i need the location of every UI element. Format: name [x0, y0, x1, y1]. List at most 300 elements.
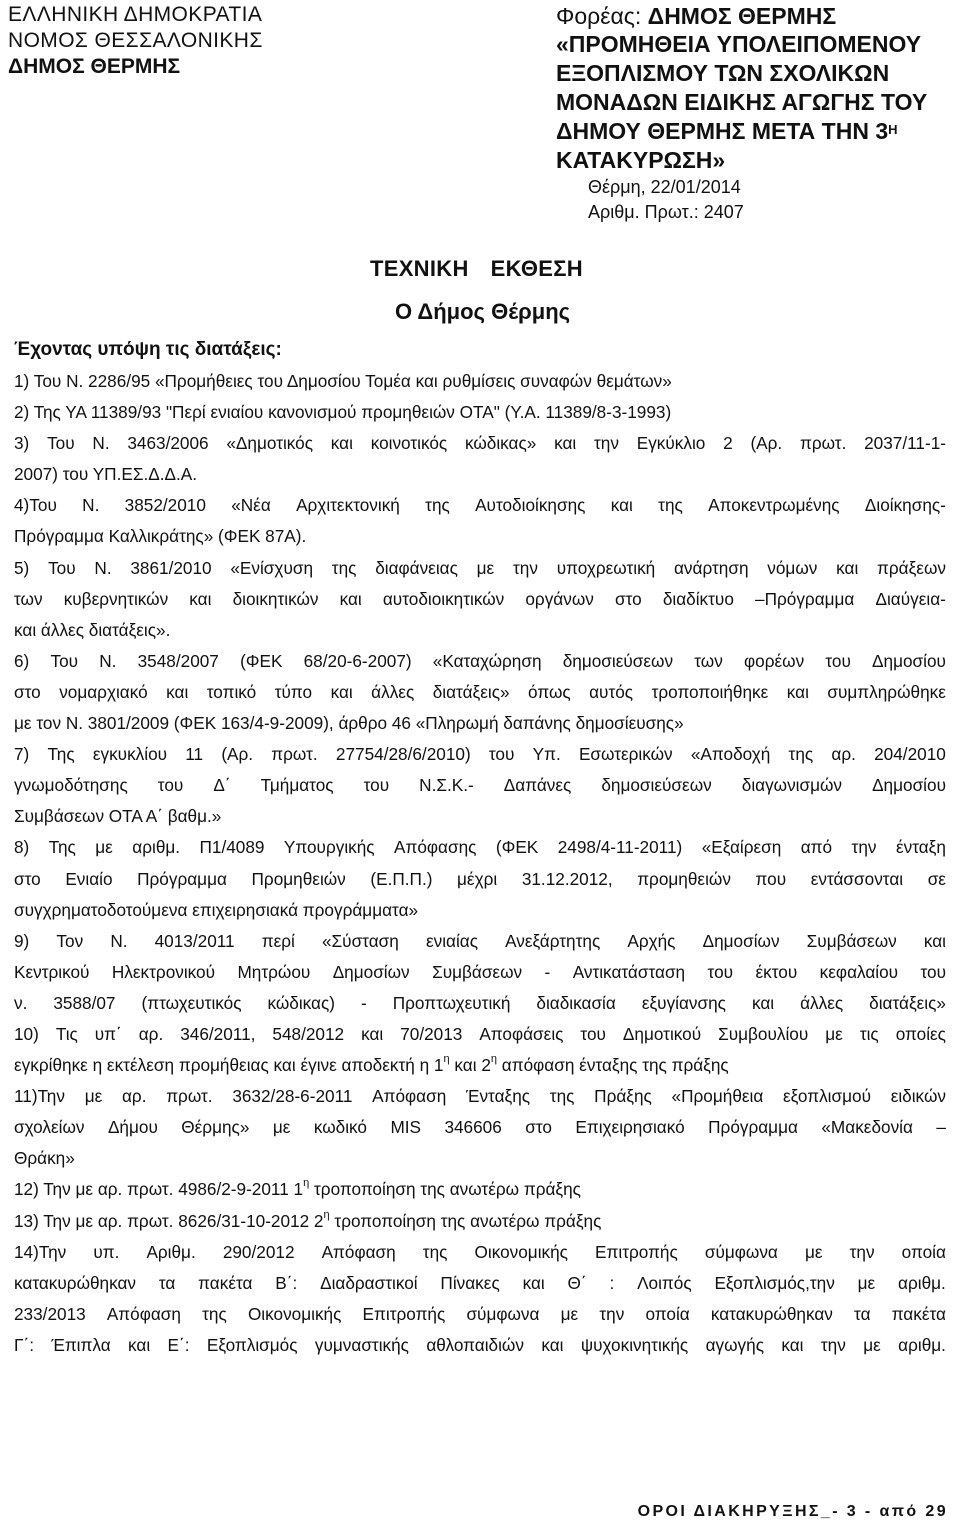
provision-word: Προπτωχευτική: [392, 992, 511, 1013]
provision-text: 1) Του Ν. 2286/95 «Προμήθειες του Δημοσίου Τομέα και ρυθμίσεις συναφών θεμάτων»: [14, 371, 672, 391]
provision-word: Ε΄:: [167, 1334, 190, 1355]
provision-word: 9): [14, 930, 30, 951]
provision-word: οποία: [645, 1303, 690, 1324]
ordinal-superscript: η: [323, 1208, 330, 1221]
provision-word: εξυγίανσης: [641, 992, 726, 1013]
provision-word: 2: [723, 433, 733, 454]
foreas-line: [556, 2, 956, 30]
provision-word: διοικητικών: [232, 588, 319, 609]
provision-word: περί: [261, 930, 295, 951]
provision-word: υπ.: [93, 1241, 120, 1262]
provision-word: 3): [14, 433, 30, 454]
provision-word: αυτός: [589, 681, 634, 702]
provision-word: Υπ.: [532, 744, 561, 765]
provision-word: 31.12.2012,: [521, 868, 613, 889]
provision-word: Αποκεντρωμένης: [708, 495, 840, 516]
provision-text: 2) Της ΥΑ 11389/93 "Περί ενιαίου κανονισμού προμηθειών ΟΤΑ" (Υ.Α. 11389/8-3-1993): [14, 402, 672, 423]
provision-text: 2007) του ΥΠ.ΕΣ.Δ.Δ.Α.: [14, 464, 197, 485]
provision-word: πακέτα: [198, 1272, 253, 1293]
provision-word: διαγωνισμών: [741, 775, 843, 796]
provision-word: του: [488, 744, 515, 765]
provision-word: Επιχειρησιακό: [575, 1117, 685, 1138]
provision-word: -: [544, 961, 551, 982]
provision-word: τύπο: [274, 681, 313, 702]
provision-word: αρ.: [121, 1086, 147, 1107]
provision-word: την: [594, 433, 619, 454]
issuer-prefecture: ΝΟΜΟΣ ΘΕΣΣΑΛΟΝΙΚΗΣ: [8, 29, 263, 52]
provision-text: Θράκη»: [14, 1148, 75, 1169]
provision-word: 346/2011,: [180, 1023, 256, 1044]
provision-word: την: [851, 837, 877, 858]
provision-word: πρωτ.: [166, 1086, 213, 1107]
provision-word: Οικονομικής: [247, 1303, 342, 1324]
provision-word: Αυτοδιοίκησης: [475, 495, 586, 516]
provision-word: οποία: [901, 1241, 946, 1262]
provision-word: Έπιπλα: [51, 1334, 111, 1355]
provision-word: Απόφασης: [394, 837, 477, 858]
provision-word: «Αποδοχή: [690, 744, 771, 765]
provision-word: τα: [854, 1303, 871, 1324]
provision-word: φορέων: [744, 650, 805, 671]
provision-word: 346606: [444, 1117, 502, 1138]
provision-line: [14, 1299, 946, 1330]
provision-word: εξοπλισμού: [783, 1086, 871, 1107]
provision-word: τροποποιήθηκε: [651, 681, 769, 702]
provision-word: Ν.: [82, 495, 100, 516]
provision-word: και: [330, 433, 353, 454]
provision-word: Εγκύκλιο: [636, 433, 706, 454]
document-date: Θέρμη, 22/01/2014: [588, 177, 741, 197]
provision-word: της: [425, 495, 450, 516]
provision-word: Δημοσίου: [872, 650, 946, 671]
provision-word: 2498/4-11-2011): [557, 837, 683, 858]
provision-word: Της: [47, 744, 75, 765]
provision-word: 7): [14, 744, 30, 765]
provision-word: 4)Του: [14, 495, 57, 516]
provision-word: στο: [614, 588, 642, 609]
provision-word: (ΦΕΚ: [240, 650, 283, 671]
provision-word: ν.: [14, 992, 28, 1013]
provision-text: τροποποίηση της ανωτέρω πράξης: [309, 1179, 581, 1200]
provision-word: κωδικό: [313, 1117, 367, 1138]
provisions-body: [14, 366, 946, 1361]
issuer-country: ΕΛΛΗΝΙΚΗ ΔΗΜΟΚΡΑΤΙΑ: [8, 3, 263, 26]
provision-word: 70/2013: [400, 1023, 463, 1044]
project-title-line-2: ΕΞΟΠΛΙΣΜΟΥ ΤΩΝ ΣΧΟΛΙΚΩΝ: [556, 60, 890, 86]
provision-word: 6): [14, 650, 30, 671]
ordinal-superscript: η: [303, 1177, 310, 1190]
provision-word: Αριθμ.: [146, 1241, 196, 1262]
provision-word: την: [599, 1303, 625, 1324]
provision-word: διατάξεις»: [869, 992, 946, 1013]
provision-word: Δημοσίων: [702, 930, 780, 951]
provision-line: [14, 677, 946, 708]
provision-word: της: [331, 557, 357, 578]
provision-line: [14, 864, 946, 895]
provision-word: νόμων: [767, 557, 818, 578]
provision-word: Π1/4089: [199, 837, 265, 858]
provision-line: [14, 584, 946, 615]
provision-word: (Ε.Π.Π.): [370, 868, 433, 889]
provision-word: 548/2012: [272, 1023, 345, 1044]
provision-word: Συμβάσεων: [432, 961, 523, 982]
provision-word: και: [128, 1334, 151, 1355]
provision-word: Απόφαση: [372, 1086, 447, 1107]
provision-line: [14, 490, 946, 521]
provision-word: γυμναστικής: [314, 1334, 409, 1355]
provision-word: Γ΄:: [14, 1334, 34, 1355]
provision-word: Αντικατάσταση: [572, 961, 686, 982]
provision-word: και: [781, 1334, 804, 1355]
provision-word: πρωτ.: [271, 744, 318, 765]
provision-word: διαφάνειας: [375, 557, 458, 578]
provision-word: με: [804, 1241, 823, 1262]
provision-word: Ν.: [110, 930, 128, 951]
provision-word: αριθμ.: [898, 1272, 946, 1293]
provision-line: [14, 1112, 946, 1143]
provision-text: απόφαση ένταξης της πράξης: [497, 1055, 729, 1076]
provision-word: γνωμοδότησης: [14, 775, 128, 796]
provision-word: Του: [48, 557, 76, 578]
provision-line: [14, 428, 946, 459]
provision-text: με τον Ν. 3801/2009 (ΦΕΚ 163/4-9-2009), άρθρο 46 «Πληρωμή δαπάνης δημοσίευσης»: [14, 713, 684, 734]
provision-word: και: [166, 681, 189, 702]
provision-word: ανάρτηση: [674, 557, 749, 578]
provision-word: Της: [48, 837, 76, 858]
provision-word: 3588/07: [53, 992, 116, 1013]
provision-line: [14, 1143, 946, 1174]
provision-word: και: [361, 1023, 384, 1044]
provision-word: 11)Την: [14, 1086, 65, 1107]
provision-word: κώδικας): [267, 992, 336, 1013]
provision-word: Τον: [56, 930, 84, 951]
provision-word: Αποφάσεις: [479, 1023, 564, 1044]
provision-word: αρ.: [138, 1023, 164, 1044]
provision-word: Προμηθειών: [251, 868, 346, 889]
provision-word: «Δημοτικός: [226, 433, 314, 454]
protocol-number: Αριθμ. Πρωτ.: 2407: [588, 202, 744, 222]
provision-word: Δημοσίων: [332, 961, 410, 982]
provision-word: (ΦΕΚ: [495, 837, 539, 858]
provision-word: Β΄:: [275, 1272, 298, 1293]
provision-word: εγκυκλίου: [92, 744, 168, 765]
provision-word: 3632/28-6-2011: [232, 1086, 353, 1107]
provision-word: και: [522, 1272, 545, 1293]
provision-word: Επιτροπής: [595, 1241, 678, 1262]
provision-word: διαδικασία: [536, 992, 616, 1013]
provision-word: αριθμ.: [898, 1334, 946, 1355]
provision-word: :: [609, 1272, 615, 1293]
provision-line: [14, 1081, 946, 1112]
provision-word: Εξοπλισμός: [206, 1334, 298, 1355]
provision-word: υπ΄: [94, 1023, 122, 1044]
provision-line: [14, 1268, 946, 1299]
provision-word: κοινοτικός: [370, 433, 448, 454]
provision-word: Αρχιτεκτονική: [296, 495, 400, 516]
provision-word: 2037/11-1-: [864, 433, 946, 454]
provision-word: Θ΄: [567, 1272, 587, 1293]
provision-word: κυβερνητικών: [63, 588, 169, 609]
provision-word: πακέτα: [891, 1303, 946, 1324]
provision-word: 3463/2006: [127, 433, 209, 454]
provision-word: την: [820, 1334, 846, 1355]
heading-word-1: ΤΕΧΝΙΚΗ: [370, 256, 469, 281]
provision-line: [14, 708, 946, 739]
ordinal-superscript: η: [443, 1053, 450, 1066]
ordinal-superscript: η: [490, 1053, 497, 1066]
foreas-value: ΔΗΜΟΣ ΘΕΡΜΗΣ: [647, 3, 837, 29]
provision-line: [14, 1237, 946, 1268]
provision-word: 5): [14, 557, 30, 578]
provision-text: και 2: [449, 1055, 491, 1076]
provision-word: Ανεξάρτητης: [505, 930, 601, 951]
provision-word: με: [825, 1023, 843, 1044]
provision-word: αριθμ.: [132, 837, 181, 858]
provision-word: Ν.: [92, 433, 110, 454]
provision-word: Ενιαίο: [65, 868, 113, 889]
provision-word: συμπληρώθηκε: [827, 681, 946, 702]
issuer-block: [8, 2, 263, 80]
provision-word: ένταξη: [895, 837, 946, 858]
provision-word: Του: [47, 433, 75, 454]
provisions-intro: Έχοντας υπόψη τις διατάξεις:: [14, 339, 282, 360]
provision-line: [14, 895, 946, 926]
provision-word: αυτοδιοικητικών: [382, 588, 505, 609]
provision-word: υποχρεωτική: [556, 557, 656, 578]
project-title-line-3: ΜΟΝΑΔΩΝ ΕΙΔΙΚΗΣ ΑΓΩΓΗΣ ΤΟΥ: [556, 89, 928, 115]
provision-word: MIS: [390, 1117, 421, 1138]
provision-word: Δαπάνες: [503, 775, 572, 796]
provision-word: άλλες: [800, 992, 844, 1013]
provision-word: προμηθειών: [637, 868, 731, 889]
provision-line: [14, 832, 946, 863]
provision-line: [14, 397, 946, 428]
provision-word: στο: [525, 1117, 552, 1138]
provision-word: 3548/2007: [137, 650, 219, 671]
provision-word: και: [330, 681, 353, 702]
provision-word: νομαρχιακό: [59, 681, 148, 702]
provision-word: 10): [14, 1023, 39, 1044]
provision-word: Διοίκησης-: [864, 495, 946, 516]
provision-line: [14, 1050, 946, 1081]
provision-word: Πρόγραμμα: [708, 1117, 798, 1138]
heading-word-2: ΕΚΘΕΣΗ: [490, 256, 583, 281]
document-subheading: Ο Δήμος Θέρμης: [395, 299, 571, 324]
provision-word: «Ενίσχυση: [230, 557, 314, 578]
provision-text: εγκρίθηκε η εκτέλεση προμήθειας και έγινε αποδεκτή η 1: [14, 1055, 444, 1076]
provision-word: (Αρ.: [221, 744, 254, 765]
provision-word: όπως: [528, 681, 571, 702]
provision-word: και: [554, 433, 577, 454]
provision-text: 13) Την με αρ. πρωτ. 8626/31-10-2012 2: [14, 1210, 324, 1231]
provision-word: της: [658, 495, 683, 516]
provision-word: οποίες: [895, 1023, 946, 1044]
provision-word: του: [707, 961, 734, 982]
provision-word: του: [920, 961, 946, 982]
provision-word: του: [825, 650, 851, 671]
provision-line: [14, 739, 946, 770]
provision-word: 3852/2010: [124, 495, 206, 516]
provision-word: 27754/28/6/2010): [335, 744, 471, 765]
provision-word: Δ΄: [213, 775, 231, 796]
provision-word: Δημοσίου: [872, 775, 946, 796]
provision-word: αγωγής: [705, 1334, 764, 1355]
provision-word: άλλες: [371, 681, 415, 702]
project-title-line-4-text: ΔΗΜΟΥ ΘΕΡΜΗΣ ΜΕΤΑ ΤΗΝ 3: [556, 118, 889, 144]
provision-word: έκτου: [755, 961, 798, 982]
provision-line: [14, 459, 946, 490]
provision-line: [14, 988, 946, 1019]
provision-word: 4013/2011: [154, 930, 235, 951]
provision-word: κεφαλαίου: [819, 961, 899, 982]
provision-word: 14)Την: [14, 1241, 67, 1262]
provision-word: οργάνων: [525, 588, 594, 609]
provision-line: [14, 957, 946, 988]
provision-word: Πίνακες: [440, 1272, 500, 1293]
provision-word: από: [800, 837, 833, 858]
provision-word: Θέρμης»: [181, 1117, 250, 1138]
provision-word: κατακυρώθηκαν: [14, 1272, 137, 1293]
provision-word: μέχρι: [457, 868, 498, 889]
provision-word: των: [14, 588, 43, 609]
issuer-municipality: ΔΗΜΟΣ ΘΕΡΜΗΣ: [8, 55, 181, 78]
provision-word: Τις: [55, 1023, 78, 1044]
provision-text: Συμβάσεων ΟΤΑ Α΄ βαθμ.»: [14, 806, 222, 827]
provision-line: [14, 770, 946, 801]
provision-word: στο: [14, 681, 41, 702]
provision-word: σύμφωνα: [466, 1303, 540, 1324]
provision-word: «Εξαίρεση: [701, 837, 782, 858]
provision-word: με: [560, 1303, 579, 1324]
provision-word: 68/20-6-2007): [303, 650, 412, 671]
project-title-line-5: ΚΑΤΑΚΥΡΩΣΗ»: [556, 147, 726, 173]
provision-word: Πρόγραμμα: [137, 868, 227, 889]
provision-word: του: [157, 775, 184, 796]
provision-word: ειδικών: [890, 1086, 946, 1107]
provision-line: [14, 1019, 946, 1050]
provision-line: [14, 366, 946, 397]
provision-word: την: [849, 1241, 875, 1262]
provision-word: με: [863, 1334, 881, 1355]
provision-word: «Μακεδονία: [821, 1117, 913, 1138]
project-title-line-1: «ΠΡΟΜΗΘΕΙΑ ΥΠΟΛΕΙΠΟΜΕΝΟΥ: [556, 31, 922, 57]
provision-word: κατακυρώθηκαν: [710, 1303, 833, 1324]
provision-word: 204/2010: [874, 744, 946, 765]
provision-word: στο: [14, 868, 41, 889]
provision-word: της: [202, 1303, 227, 1324]
provision-word: και: [786, 681, 809, 702]
provision-word: 11: [185, 744, 204, 765]
project-title-sup: Η: [888, 122, 898, 137]
provision-word: και: [836, 557, 859, 578]
provision-word: Ν.Σ.Κ.-: [419, 775, 474, 796]
provision-word: Επιτροπής: [362, 1303, 446, 1324]
provision-word: με: [84, 1086, 103, 1107]
provision-word: Λοιπός: [637, 1272, 692, 1293]
provision-word: Κεντρικού: [14, 961, 90, 982]
provision-text: Πρόγραμμα Καλλικράτης» (ΦΕΚ 87Α).: [14, 526, 307, 547]
provision-line: [14, 521, 946, 552]
provision-word: Ένταξης: [465, 1086, 531, 1107]
provision-word: Δήμου: [107, 1117, 158, 1138]
provision-word: σύμφωνα: [704, 1241, 778, 1262]
page-footer: ΟΡΟΙ ΔΙΑΚΗΡΥΞΗΣ_- 3 - από 29: [637, 1503, 948, 1520]
provision-word: Διαδραστικοί: [320, 1272, 418, 1293]
provision-word: Απόφαση: [106, 1303, 181, 1324]
provision-word: ενιαίας: [425, 930, 479, 951]
provision-line: [14, 553, 946, 584]
document-heading: [370, 256, 583, 282]
provision-word: Απόφαση: [321, 1241, 396, 1262]
provision-word: κώδικας»: [464, 433, 537, 454]
provision-word: αθλοπαιδιών: [426, 1334, 524, 1355]
provision-word: με: [95, 837, 113, 858]
provision-word: τις: [859, 1023, 879, 1044]
provision-line: [14, 1330, 946, 1361]
provision-word: σχολείων: [14, 1117, 85, 1138]
provision-word: τα: [158, 1272, 176, 1293]
provision-word: που: [755, 868, 787, 889]
provision-word: τοπικό: [206, 681, 257, 702]
provision-line: [14, 1206, 946, 1237]
provision-word: και: [610, 495, 633, 516]
provision-text: συγχρηματοδοτούμενα επιχειρησιακά προγράμματα»: [14, 899, 419, 920]
provision-word: του: [363, 775, 390, 796]
provision-word: και: [189, 588, 212, 609]
provision-word: την: [513, 557, 538, 578]
provision-word: «Σύσταση: [321, 930, 399, 951]
provision-word: με: [272, 1117, 291, 1138]
provision-word: με: [857, 1272, 876, 1293]
provision-word: Υπουργικής: [283, 837, 375, 858]
provision-word: σε: [927, 868, 946, 889]
provision-word: ψυχοκινητικής: [580, 1334, 689, 1355]
provision-word: Ν.: [99, 650, 117, 671]
provision-word: -: [361, 992, 367, 1013]
provision-word: πράξεων: [877, 557, 946, 578]
provision-word: της: [788, 744, 814, 765]
provision-word: 8): [14, 837, 30, 858]
provision-word: δημοσιεύσεων: [562, 650, 674, 671]
provision-text: 12) Την με αρ. πρωτ. 4986/2-9-2011 1: [14, 1179, 304, 1200]
provision-word: Δημοτικού: [622, 1023, 702, 1044]
provision-line: [14, 926, 946, 957]
provision-word: Εξοπλισμός,την: [714, 1272, 835, 1293]
provision-word: διαδίκτυο: [662, 588, 734, 609]
project-block: [556, 2, 956, 225]
provision-word: και: [339, 588, 362, 609]
foreas-label: Φορέας:: [556, 3, 642, 29]
provision-word: Ηλεκτρονικού: [111, 961, 216, 982]
provision-text: και άλλες διατάξεις».: [14, 619, 171, 640]
provision-word: με: [476, 557, 495, 578]
provision-line: [14, 646, 946, 677]
provision-word: δημοσιεύσεων: [601, 775, 712, 796]
provision-word: Αρχής: [627, 930, 676, 951]
provision-word: πρωτ.: [799, 433, 847, 454]
provision-word: Πράξης: [594, 1086, 652, 1107]
provision-word: Διαύγεια-: [875, 588, 946, 609]
provision-word: Οικονομικής: [474, 1241, 568, 1262]
provision-word: Του: [50, 650, 79, 671]
provision-text: τροποποίηση της ανωτέρω πράξης: [329, 1210, 602, 1231]
provision-line: [14, 615, 946, 646]
provision-word: –: [936, 1117, 946, 1138]
provision-word: Μητρώου: [237, 961, 311, 982]
provision-word: Ν.: [94, 557, 112, 578]
provision-line: [14, 1174, 946, 1205]
provision-word: «Καταχώρηση: [432, 650, 542, 671]
